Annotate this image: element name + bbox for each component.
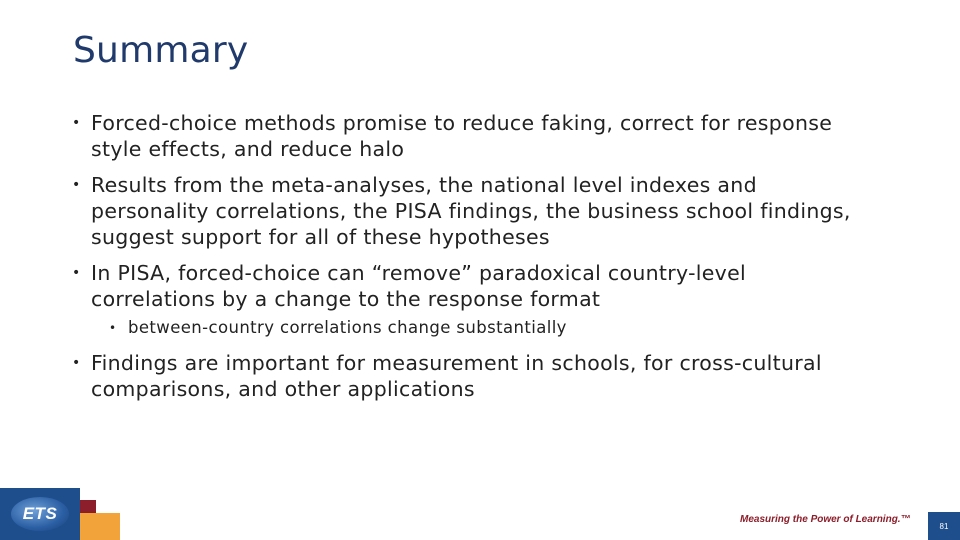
page-number: 81: [928, 512, 960, 540]
bullet-list: [72, 110, 872, 412]
bullet-item: • Results from the meta-analyses, the national level indexes and personality correlations, the PISA findings, the business school findings, suggest support for all of these hypotheses: [72, 172, 872, 250]
brand-tagline: Measuring the Power of Learning.™: [740, 514, 911, 525]
decorative-square-maroon: [80, 500, 96, 513]
bullet-item: • Forced-choice methods promise to reduce faking, correct for response style effects, and reduce halo: [72, 110, 872, 162]
bullet-item: • In PISA, forced-choice can “remove” paradoxical country-level correlations by a change to the response format: [72, 260, 872, 312]
ets-logo: [0, 488, 80, 540]
bullet-item: • Findings are important for measurement in schools, for cross-cultural comparisons, and other applications: [72, 350, 872, 402]
slide-title: Summary: [73, 30, 249, 71]
ets-logo-mark: ETS: [11, 497, 69, 531]
sub-bullet-item: • between-country correlations change substantially: [72, 318, 872, 338]
decorative-square-orange: [80, 513, 120, 540]
